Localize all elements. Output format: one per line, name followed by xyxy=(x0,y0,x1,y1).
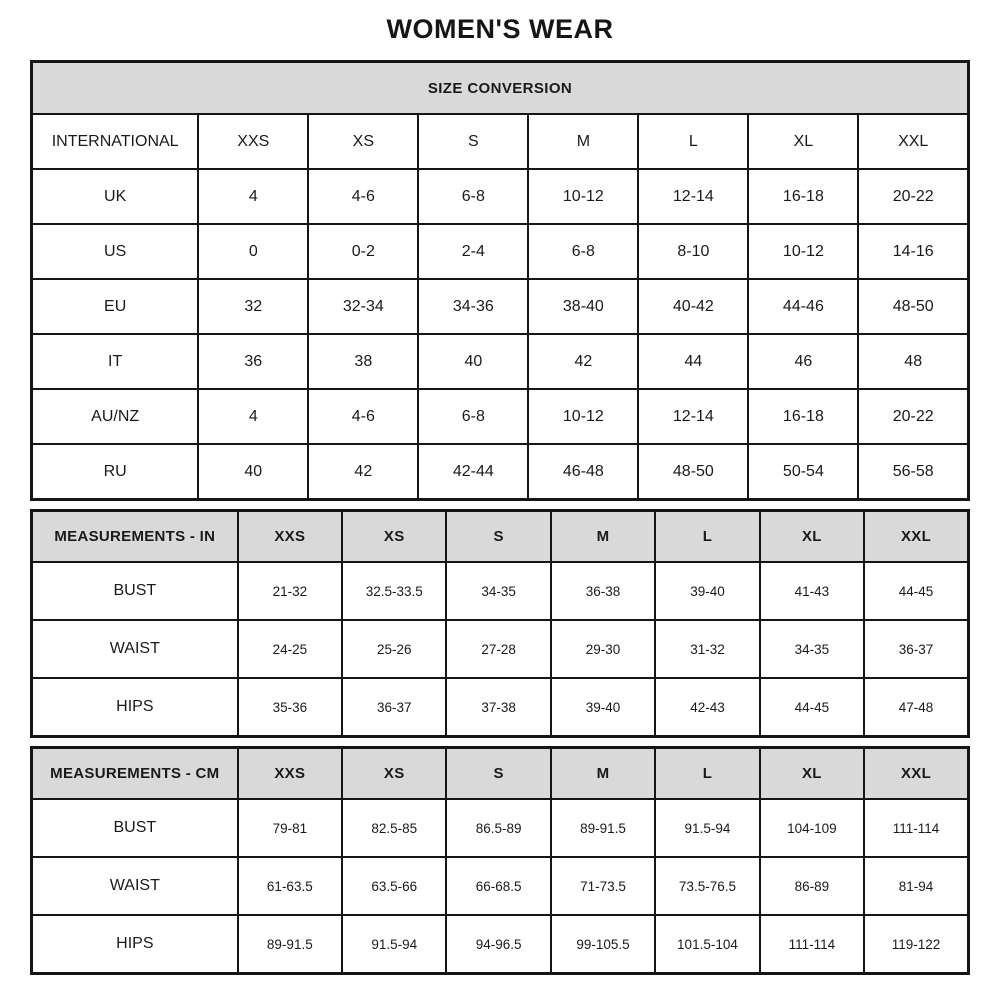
cell-value: 0 xyxy=(198,224,308,279)
cell-value: 0-2 xyxy=(308,224,418,279)
cell-value: 10-12 xyxy=(748,224,858,279)
cell-value: 82.5-85 xyxy=(342,799,446,857)
cell-value: 40 xyxy=(198,444,308,500)
cell-value: 38 xyxy=(308,334,418,389)
table-row-waist xyxy=(32,857,969,915)
column-header-m: M xyxy=(551,511,655,563)
cell-value: 99-105.5 xyxy=(551,915,655,974)
table-row-bust xyxy=(32,799,969,857)
column-header-xxs: XXS xyxy=(238,748,342,800)
row-label: US xyxy=(32,224,199,279)
column-header-xl: XL xyxy=(760,748,864,800)
cell-value: 39-40 xyxy=(551,678,655,737)
cell-value: 20-22 xyxy=(858,389,968,444)
cell-value: 4 xyxy=(198,169,308,224)
cell-value: 27-28 xyxy=(446,620,550,678)
cell-value: 48 xyxy=(858,334,968,389)
row-label: IT xyxy=(32,334,199,389)
column-header-international: INTERNATIONAL xyxy=(32,114,199,169)
cell-value: 32 xyxy=(198,279,308,334)
cell-value: 86-89 xyxy=(760,857,864,915)
cell-value: 38-40 xyxy=(528,279,638,334)
cell-value: 6-8 xyxy=(418,169,528,224)
cell-value: 12-14 xyxy=(638,389,748,444)
cell-value: 2-4 xyxy=(418,224,528,279)
column-header-m: M xyxy=(551,748,655,800)
column-header-s: S xyxy=(446,748,550,800)
table-row-bust xyxy=(32,562,969,620)
cell-value: 94-96.5 xyxy=(446,915,550,974)
row-label: AU/NZ xyxy=(32,389,199,444)
cell-value: 46 xyxy=(748,334,858,389)
column-header-xxs: XXS xyxy=(198,114,308,169)
cell-value: 8-10 xyxy=(638,224,748,279)
table-row-ru xyxy=(32,444,969,500)
cell-value: 46-48 xyxy=(528,444,638,500)
cell-value: 32-34 xyxy=(308,279,418,334)
cell-value: 31-32 xyxy=(655,620,759,678)
cell-value: 34-36 xyxy=(418,279,528,334)
column-header-xxs: XXS xyxy=(238,511,342,563)
cell-value: 21-32 xyxy=(238,562,342,620)
cell-value: 91.5-94 xyxy=(342,915,446,974)
cell-value: 16-18 xyxy=(748,169,858,224)
column-header-l: L xyxy=(638,114,748,169)
cell-value: 40-42 xyxy=(638,279,748,334)
cell-value: 44-46 xyxy=(748,279,858,334)
column-header-xxl: XXL xyxy=(864,748,968,800)
cell-value: 4 xyxy=(198,389,308,444)
column-header-xs: XS xyxy=(342,748,446,800)
cell-value: 44-45 xyxy=(864,562,968,620)
cell-value: 39-40 xyxy=(655,562,759,620)
cell-value: 79-81 xyxy=(238,799,342,857)
cell-value: 111-114 xyxy=(760,915,864,974)
column-header-xl: XL xyxy=(748,114,858,169)
cell-value: 47-48 xyxy=(864,678,968,737)
cell-value: 37-38 xyxy=(446,678,550,737)
cell-value: 56-58 xyxy=(858,444,968,500)
column-header-xxl: XXL xyxy=(858,114,968,169)
cell-value: 104-109 xyxy=(760,799,864,857)
cell-value: 36 xyxy=(198,334,308,389)
table-row-aunz xyxy=(32,389,969,444)
cell-value: 42 xyxy=(308,444,418,500)
column-header-row xyxy=(32,748,969,800)
column-header-xxl: XXL xyxy=(864,511,968,563)
column-header-xs: XS xyxy=(308,114,418,169)
size-conversion-table xyxy=(30,60,970,501)
cell-value: 6-8 xyxy=(418,389,528,444)
cell-value: 48-50 xyxy=(638,444,748,500)
column-header-l: L xyxy=(655,748,759,800)
table-row-hips xyxy=(32,915,969,974)
cell-value: 89-91.5 xyxy=(238,915,342,974)
cell-value: 50-54 xyxy=(748,444,858,500)
cell-value: 10-12 xyxy=(528,169,638,224)
cell-value: 36-37 xyxy=(864,620,968,678)
cell-value: 101.5-104 xyxy=(655,915,759,974)
cell-value: 32.5-33.5 xyxy=(342,562,446,620)
cell-value: 4-6 xyxy=(308,169,418,224)
row-label: HIPS xyxy=(32,678,238,737)
column-header-row xyxy=(32,511,969,563)
table-row-us xyxy=(32,224,969,279)
cell-value: 36-38 xyxy=(551,562,655,620)
cell-value: 44-45 xyxy=(760,678,864,737)
table-row-hips xyxy=(32,678,969,737)
cell-value: 91.5-94 xyxy=(655,799,759,857)
cell-value: 36-37 xyxy=(342,678,446,737)
measurements-in-header: MEASUREMENTS - IN xyxy=(32,511,238,563)
row-label: BUST xyxy=(32,562,238,620)
measurements-cm-header: MEASUREMENTS - CM xyxy=(32,748,238,800)
cell-value: 42-43 xyxy=(655,678,759,737)
cell-value: 12-14 xyxy=(638,169,748,224)
cell-value: 34-35 xyxy=(760,620,864,678)
column-header-xs: XS xyxy=(342,511,446,563)
table-row-it xyxy=(32,334,969,389)
cell-value: 61-63.5 xyxy=(238,857,342,915)
cell-value: 10-12 xyxy=(528,389,638,444)
row-label: WAIST xyxy=(32,857,238,915)
column-header-xl: XL xyxy=(760,511,864,563)
cell-value: 4-6 xyxy=(308,389,418,444)
table-row-eu xyxy=(32,279,969,334)
cell-value: 66-68.5 xyxy=(446,857,550,915)
cell-value: 24-25 xyxy=(238,620,342,678)
column-header-m: M xyxy=(528,114,638,169)
table-row-waist xyxy=(32,620,969,678)
row-label: BUST xyxy=(32,799,238,857)
cell-value: 35-36 xyxy=(238,678,342,737)
cell-value: 73.5-76.5 xyxy=(655,857,759,915)
cell-value: 119-122 xyxy=(864,915,968,974)
column-header-s: S xyxy=(446,511,550,563)
table-row-uk xyxy=(32,169,969,224)
cell-value: 89-91.5 xyxy=(551,799,655,857)
cell-value: 29-30 xyxy=(551,620,655,678)
column-header-s: S xyxy=(418,114,528,169)
size-conversion-header: SIZE CONVERSION xyxy=(32,62,969,115)
cell-value: 63.5-66 xyxy=(342,857,446,915)
cell-value: 20-22 xyxy=(858,169,968,224)
row-label: EU xyxy=(32,279,199,334)
cell-value: 41-43 xyxy=(760,562,864,620)
cell-value: 44 xyxy=(638,334,748,389)
page-title: WOMEN'S WEAR xyxy=(386,14,614,44)
cell-value: 6-8 xyxy=(528,224,638,279)
cell-value: 42 xyxy=(528,334,638,389)
row-label: RU xyxy=(32,444,199,500)
table-caption-row xyxy=(32,62,969,115)
cell-value: 25-26 xyxy=(342,620,446,678)
column-header-row xyxy=(32,114,969,169)
row-label: WAIST xyxy=(32,620,238,678)
cell-value: 42-44 xyxy=(418,444,528,500)
row-label: HIPS xyxy=(32,915,238,974)
cell-value: 111-114 xyxy=(864,799,968,857)
measurements-in-table xyxy=(30,509,970,738)
measurements-cm-table xyxy=(30,746,970,975)
cell-value: 14-16 xyxy=(858,224,968,279)
column-header-l: L xyxy=(655,511,759,563)
cell-value: 34-35 xyxy=(446,562,550,620)
cell-value: 86.5-89 xyxy=(446,799,550,857)
cell-value: 71-73.5 xyxy=(551,857,655,915)
cell-value: 16-18 xyxy=(748,389,858,444)
cell-value: 81-94 xyxy=(864,857,968,915)
cell-value: 40 xyxy=(418,334,528,389)
cell-value: 48-50 xyxy=(858,279,968,334)
row-label: UK xyxy=(32,169,199,224)
